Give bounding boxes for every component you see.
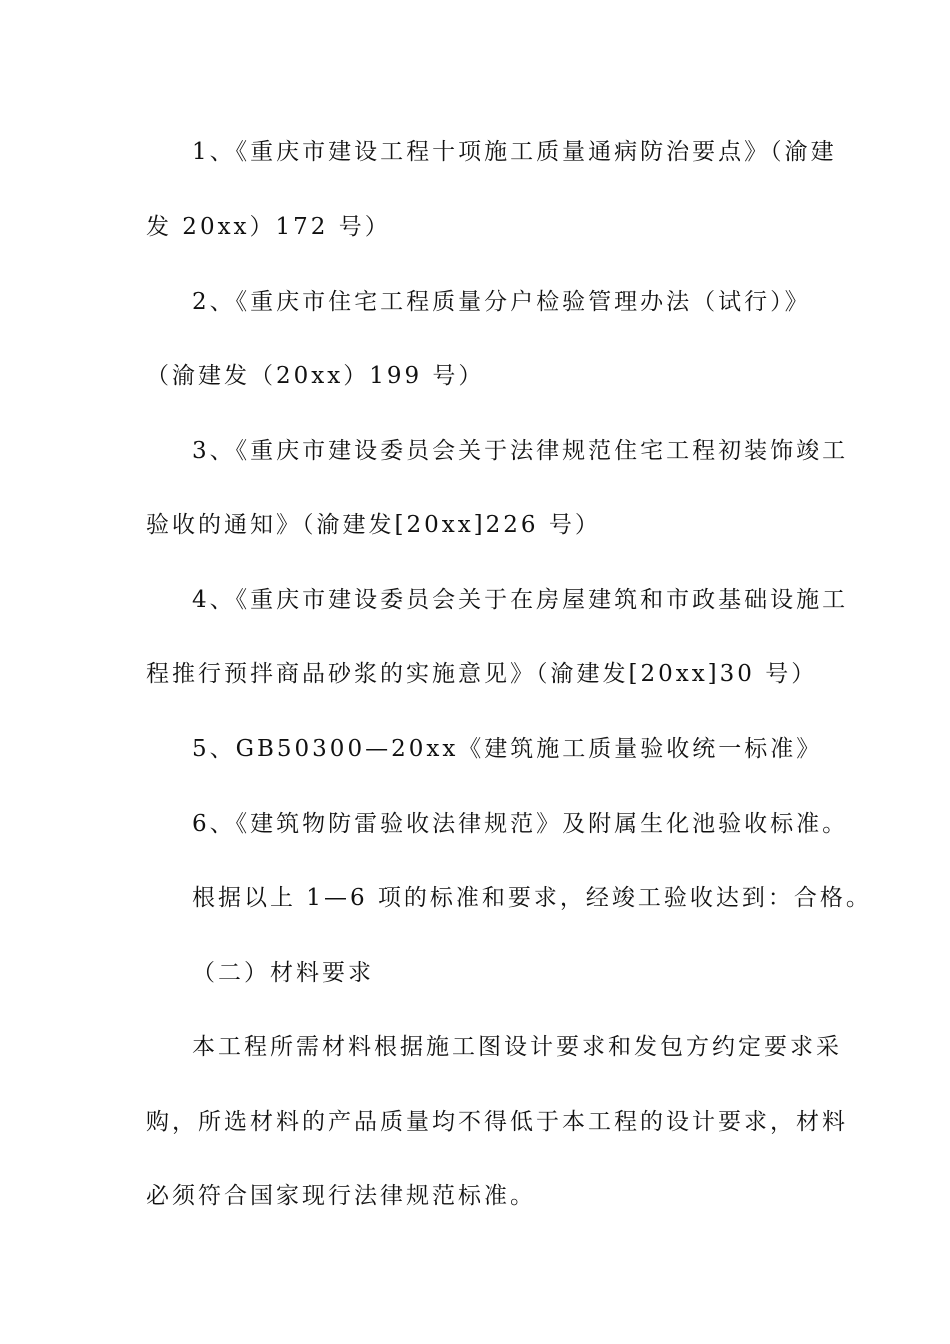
- item-3-line-1: 3、《重庆市建设委员会关于法律规范住宅工程初装饰竣工: [192, 438, 849, 464]
- materials-line-2: 购，所选材料的产品质量均不得低于本工程的设计要求，材料: [146, 1109, 848, 1135]
- item-2-line-1: 2、《重庆市住宅工程质量分户检验管理办法（试行）》: [192, 289, 811, 315]
- item-5-line: 5、GB50300—20xx《建筑施工质量验收统一标准》: [192, 736, 823, 762]
- conclusion-line: 根据以上 1—6 项的标准和要求，经竣工验收达到：合格。: [192, 885, 872, 911]
- item-3-line-2: 验收的通知》（渝建发[20xx]226 号）: [146, 512, 601, 538]
- item-4-line-1: 4、《重庆市建设委员会关于在房屋建筑和市政基础设施工: [192, 587, 849, 613]
- item-1-line-2: 发 20xx）172 号）: [146, 214, 391, 240]
- item-1-line-1: 1、《重庆市建设工程十项施工质量通病防治要点》（渝建: [192, 139, 837, 165]
- section-heading-materials: （二）材料要求: [192, 960, 374, 986]
- item-6-line: 6、《建筑物防雷验收法律规范》及附属生化池验收标准。: [192, 811, 849, 837]
- materials-line-3: 必须符合国家现行法律规范标准。: [146, 1183, 536, 1209]
- item-4-line-2: 程推行预拌商品砂浆的实施意见》（渝建发[20xx]30 号）: [146, 661, 818, 687]
- item-2-line-2: （渝建发（20xx）199 号）: [146, 363, 485, 389]
- materials-line-1: 本工程所需材料根据施工图设计要求和发包方约定要求采: [192, 1034, 842, 1060]
